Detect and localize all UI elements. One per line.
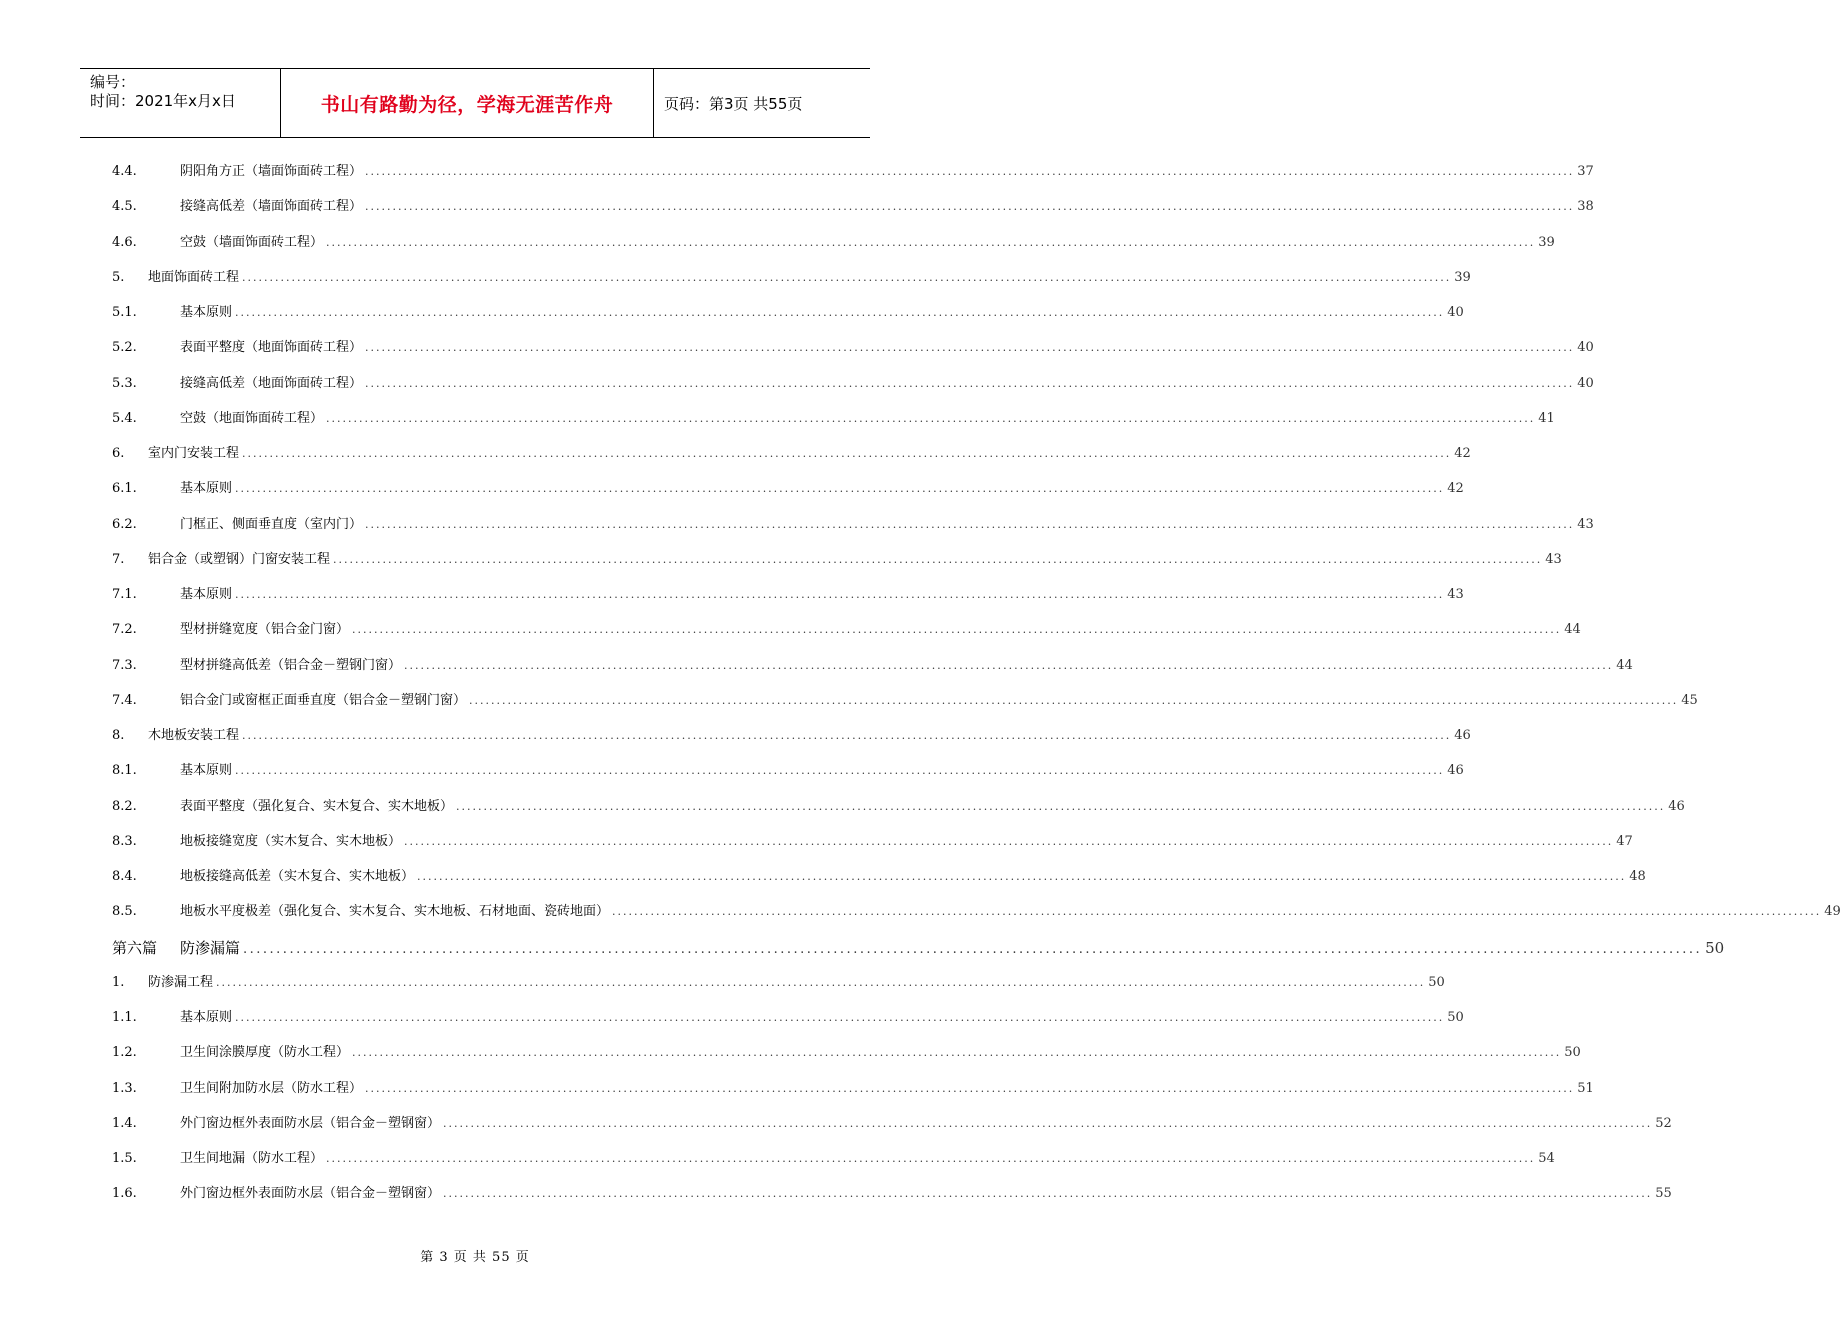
toc-entry-page: 42 bbox=[1447, 481, 1464, 497]
toc-leader-dots: ............................................................................................................................................................................................................................ bbox=[242, 270, 1452, 284]
toc-entry-title: 空鼓（地面饰面砖工程） bbox=[180, 410, 324, 426]
toc-entry-title: 防渗漏工程 bbox=[148, 974, 214, 990]
toc-entry-number: 4.6. bbox=[112, 234, 137, 250]
toc-entry-title: 室内门安装工程 bbox=[148, 446, 240, 461]
toc-entry-page: 52 bbox=[1655, 1115, 1672, 1131]
toc-entry-title: 阴阳角方正（墙面饰面砖工程） bbox=[180, 164, 363, 179]
toc-leader-dots: ............................................................................................................................................................................................................................ bbox=[443, 1116, 1653, 1130]
header-motto: 书山有路勤为径，学海无涯苦作舟 bbox=[281, 69, 654, 137]
toc-entry[interactable] bbox=[112, 303, 1464, 323]
toc-entry-number: 7.2. bbox=[112, 622, 137, 638]
toc-entry-title: 接缝高低差（墙面饰面砖工程） bbox=[180, 199, 363, 215]
toc-entry-title: 空鼓（墙面饰面砖工程） bbox=[180, 234, 324, 250]
toc-entry[interactable] bbox=[112, 902, 1841, 922]
toc-entry-page: 50 bbox=[1428, 974, 1445, 990]
toc-entry-page: 51 bbox=[1577, 1080, 1594, 1096]
toc-entry[interactable] bbox=[112, 761, 1464, 781]
toc-entry[interactable] bbox=[112, 515, 1594, 535]
toc-leader-dots: ............................................................................................................................................................................................................................ bbox=[443, 1187, 1653, 1201]
toc-leader-dots: ............................................................................................................................................................................................................................ bbox=[242, 447, 1452, 460]
toc-entry-page: 54 bbox=[1538, 1151, 1555, 1166]
toc-entry[interactable] bbox=[112, 197, 1594, 217]
toc-entry-title: 型材拼缝宽度（铝合金门窗） bbox=[180, 622, 350, 638]
toc-entry-title: 铝合金（或塑钢）门窗安装工程 bbox=[148, 551, 331, 567]
toc-entry-page: 48 bbox=[1629, 869, 1646, 884]
header-page-info: 页码：第3页 共55页 bbox=[664, 94, 803, 113]
toc-entry[interactable] bbox=[112, 585, 1464, 605]
toc-entry-title: 基本原则 bbox=[180, 587, 233, 602]
toc-leader-dots: ............................................................................................................................................................................................................................ bbox=[216, 975, 1426, 989]
toc-entry[interactable] bbox=[112, 867, 1646, 887]
toc-entry-title: 卫生间附加防水层（防水工程） bbox=[180, 1080, 363, 1096]
toc-entry-number: 5.4. bbox=[112, 410, 137, 426]
toc-entry-number: 8.3. bbox=[112, 833, 137, 849]
toc-leader-dots: ............................................................................................................................................................................................................................ bbox=[417, 870, 1627, 883]
code-label: 编号： bbox=[90, 73, 136, 91]
toc-leader-dots: ............................................................................................................................................................................................................................ bbox=[243, 941, 1703, 957]
toc-entry-number: 6.2. bbox=[112, 516, 137, 532]
toc-entry[interactable] bbox=[112, 691, 1698, 711]
toc-entry-title: 铝合金门或窗框正面垂直度（铝合金－塑钢门窗） bbox=[180, 692, 467, 708]
toc-entry-page: 44 bbox=[1616, 657, 1633, 673]
toc-entry[interactable] bbox=[112, 374, 1594, 394]
toc-entry-number: 1.4. bbox=[112, 1115, 137, 1131]
toc-entry[interactable] bbox=[112, 162, 1594, 182]
toc-entry-number: 6.1. bbox=[112, 481, 137, 497]
toc-entry[interactable] bbox=[112, 338, 1594, 358]
toc-leader-dots: ............................................................................................................................................................................................................................ bbox=[365, 200, 1575, 214]
toc-entry-title: 地板水平度极差（强化复合、实木复合、实木地板、石材地面、瓷砖地面） bbox=[180, 904, 610, 920]
toc-entry-title: 外门窗边框外表面防水层（铝合金－塑钢窗） bbox=[180, 1115, 441, 1131]
toc-entry-title: 表面平整度（强化复合、实木复合、实木地板） bbox=[180, 798, 454, 814]
toc-entry-number: 5.2. bbox=[112, 340, 137, 356]
toc-entry[interactable] bbox=[112, 1149, 1555, 1169]
toc-entry[interactable] bbox=[112, 973, 1445, 993]
toc-leader-dots: ............................................................................................................................................................................................................................ bbox=[404, 834, 1614, 848]
toc-entry-page: 41 bbox=[1538, 410, 1555, 426]
toc-entry-number: 5.3. bbox=[112, 375, 137, 391]
toc-leader-dots: ............................................................................................................................................................................................................................ bbox=[333, 552, 1543, 566]
toc-entry-number: 6. bbox=[112, 446, 125, 461]
toc-entry-page: 45 bbox=[1681, 692, 1698, 708]
toc-entry-page: 43 bbox=[1577, 516, 1594, 532]
toc-entry-title: 表面平整度（地面饰面砖工程） bbox=[180, 340, 363, 356]
toc-part-row[interactable] bbox=[112, 938, 1725, 958]
toc-entry-number: 5.1. bbox=[112, 305, 137, 320]
toc-entry-number: 1.3. bbox=[112, 1080, 137, 1096]
toc-entry[interactable] bbox=[112, 409, 1555, 429]
toc-entry-title: 基本原则 bbox=[180, 481, 233, 497]
toc-entry-title: 基本原则 bbox=[180, 763, 233, 779]
toc-entry[interactable] bbox=[112, 1079, 1594, 1099]
toc-entry-title: 防渗漏篇 bbox=[180, 938, 241, 957]
toc-entry-page: 46 bbox=[1668, 798, 1685, 814]
header-meta-cell bbox=[80, 69, 281, 137]
time-line: 时间：2021年x月x日 bbox=[90, 92, 236, 110]
toc-entry-title: 木地板安装工程 bbox=[148, 728, 240, 743]
toc-entry-title: 型材拼缝高低差（铝合金－塑钢门窗） bbox=[180, 657, 402, 673]
toc-entry-page: 44 bbox=[1564, 622, 1581, 638]
toc-leader-dots: ............................................................................................................................................................................................................................ bbox=[365, 376, 1575, 390]
toc-leader-dots: ............................................................................................................................................................................................................................ bbox=[326, 411, 1536, 425]
toc-leader-dots: ............................................................................................................................................................................................................................ bbox=[404, 658, 1614, 672]
toc-entry-number: 1.2. bbox=[112, 1045, 137, 1061]
toc-entry-number: 4.4. bbox=[112, 164, 137, 179]
toc-leader-dots: ............................................................................................................................................................................................................................ bbox=[235, 764, 1445, 778]
toc-entry[interactable] bbox=[112, 1008, 1464, 1028]
toc-entry-page: 46 bbox=[1454, 728, 1471, 743]
toc-entry-number: 4.5. bbox=[112, 199, 137, 215]
toc-leader-dots: ............................................................................................................................................................................................................................ bbox=[326, 1152, 1536, 1165]
toc-entry[interactable] bbox=[112, 832, 1633, 852]
toc-entry[interactable] bbox=[112, 1043, 1581, 1063]
toc-entry-number: 7.4. bbox=[112, 692, 137, 708]
toc-leader-dots: ............................................................................................................................................................................................................................ bbox=[326, 235, 1536, 249]
toc-leader-dots: ............................................................................................................................................................................................................................ bbox=[235, 482, 1445, 496]
toc-entry-number: 7.1. bbox=[112, 587, 137, 602]
toc-entry-title: 卫生间地漏（防水工程） bbox=[180, 1151, 324, 1166]
toc-entry-number: 8.4. bbox=[112, 869, 137, 884]
toc-leader-dots: ............................................................................................................................................................................................................................ bbox=[235, 1011, 1445, 1024]
toc-entry-title: 接缝高低差（地面饰面砖工程） bbox=[180, 375, 363, 391]
toc-entry-page: 37 bbox=[1577, 164, 1594, 179]
toc-entry-number: 1. bbox=[112, 974, 125, 990]
toc-leader-dots: ............................................................................................................................................................................................................................ bbox=[365, 341, 1575, 355]
toc-entry-number: 7.3. bbox=[112, 657, 137, 673]
toc-entry-number: 8. bbox=[112, 728, 125, 743]
toc-leader-dots: ............................................................................................................................................................................................................................ bbox=[365, 165, 1575, 178]
toc-leader-dots: ............................................................................................................................................................................................................................ bbox=[365, 1081, 1575, 1095]
toc-entry-page: 55 bbox=[1655, 1186, 1672, 1202]
toc-entry-page: 40 bbox=[1577, 375, 1594, 391]
toc-entry[interactable] bbox=[112, 1114, 1672, 1134]
toc-entry-number: 5. bbox=[112, 269, 125, 285]
toc-entry-title: 地板接缝宽度（实木复合、实木地板） bbox=[180, 833, 402, 849]
toc-entry-title: 基本原则 bbox=[180, 305, 233, 320]
toc-entry[interactable] bbox=[112, 268, 1471, 288]
toc-entry-page: 46 bbox=[1447, 763, 1464, 779]
toc-entry-number: 第六篇 bbox=[112, 938, 158, 957]
toc-entry[interactable] bbox=[112, 797, 1685, 817]
toc-entry-number: 1.6. bbox=[112, 1186, 137, 1202]
toc-entry-number: 8.5. bbox=[112, 904, 137, 920]
toc-entry-page: 43 bbox=[1545, 551, 1562, 567]
toc-entry-title: 地面饰面砖工程 bbox=[148, 269, 240, 285]
toc-entry-title: 门框正、侧面垂直度（室内门） bbox=[180, 516, 363, 532]
toc-leader-dots: ............................................................................................................................................................................................................................ bbox=[469, 693, 1679, 707]
toc-leader-dots: ............................................................................................................................................................................................................................ bbox=[352, 623, 1562, 637]
toc-entry-title: 地板接缝高低差（实木复合、实木地板） bbox=[180, 869, 415, 884]
toc-entry-page: 40 bbox=[1447, 305, 1464, 320]
toc-leader-dots: ............................................................................................................................................................................................................................ bbox=[456, 799, 1666, 813]
page-footer: 第 3 页 共 55 页 bbox=[420, 1250, 530, 1265]
toc-entry-page: 39 bbox=[1538, 234, 1555, 250]
toc-entry-page: 49 bbox=[1824, 904, 1841, 920]
toc-entry[interactable] bbox=[112, 726, 1471, 746]
toc-entry-page: 39 bbox=[1454, 269, 1471, 285]
toc-entry-page: 38 bbox=[1577, 199, 1594, 215]
toc-entry-title: 基本原则 bbox=[180, 1010, 233, 1025]
toc-entry-page: 43 bbox=[1447, 587, 1464, 602]
toc-entry-number: 1.1. bbox=[112, 1010, 137, 1025]
toc-entry-page: 42 bbox=[1454, 446, 1471, 461]
toc-entry-number: 1.5. bbox=[112, 1151, 137, 1166]
toc-entry-page: 40 bbox=[1577, 340, 1594, 356]
toc-entry-page: 47 bbox=[1616, 833, 1633, 849]
toc-entry-number: 8.1. bbox=[112, 763, 137, 779]
toc-entry[interactable] bbox=[112, 1184, 1672, 1204]
toc-entry-number: 7. bbox=[112, 551, 125, 567]
toc-leader-dots: ............................................................................................................................................................................................................................ bbox=[365, 517, 1575, 531]
toc-entry-page: 50 bbox=[1564, 1045, 1581, 1061]
toc-leader-dots: ............................................................................................................................................................................................................................ bbox=[612, 905, 1822, 919]
toc-entry-title: 外门窗边框外表面防水层（铝合金－塑钢窗） bbox=[180, 1186, 441, 1202]
toc-entry-page: 50 bbox=[1705, 938, 1725, 957]
toc-entry[interactable] bbox=[112, 620, 1581, 640]
toc-entry-number: 8.2. bbox=[112, 798, 137, 814]
toc-entry[interactable] bbox=[112, 656, 1633, 676]
toc-entry-page: 50 bbox=[1447, 1010, 1464, 1025]
page-header bbox=[80, 68, 870, 138]
toc-leader-dots: ............................................................................................................................................................................................................................ bbox=[352, 1046, 1562, 1060]
toc-entry[interactable] bbox=[112, 233, 1555, 253]
toc-leader-dots: ............................................................................................................................................................................................................................ bbox=[242, 729, 1452, 742]
toc-leader-dots: ............................................................................................................................................................................................................................ bbox=[235, 588, 1445, 601]
toc-entry-title: 卫生间涂膜厚度（防水工程） bbox=[180, 1045, 350, 1061]
toc-entry[interactable] bbox=[112, 550, 1562, 570]
toc-leader-dots: ............................................................................................................................................................................................................................ bbox=[235, 306, 1445, 319]
toc-entry[interactable] bbox=[112, 479, 1464, 499]
toc-entry[interactable] bbox=[112, 444, 1471, 464]
